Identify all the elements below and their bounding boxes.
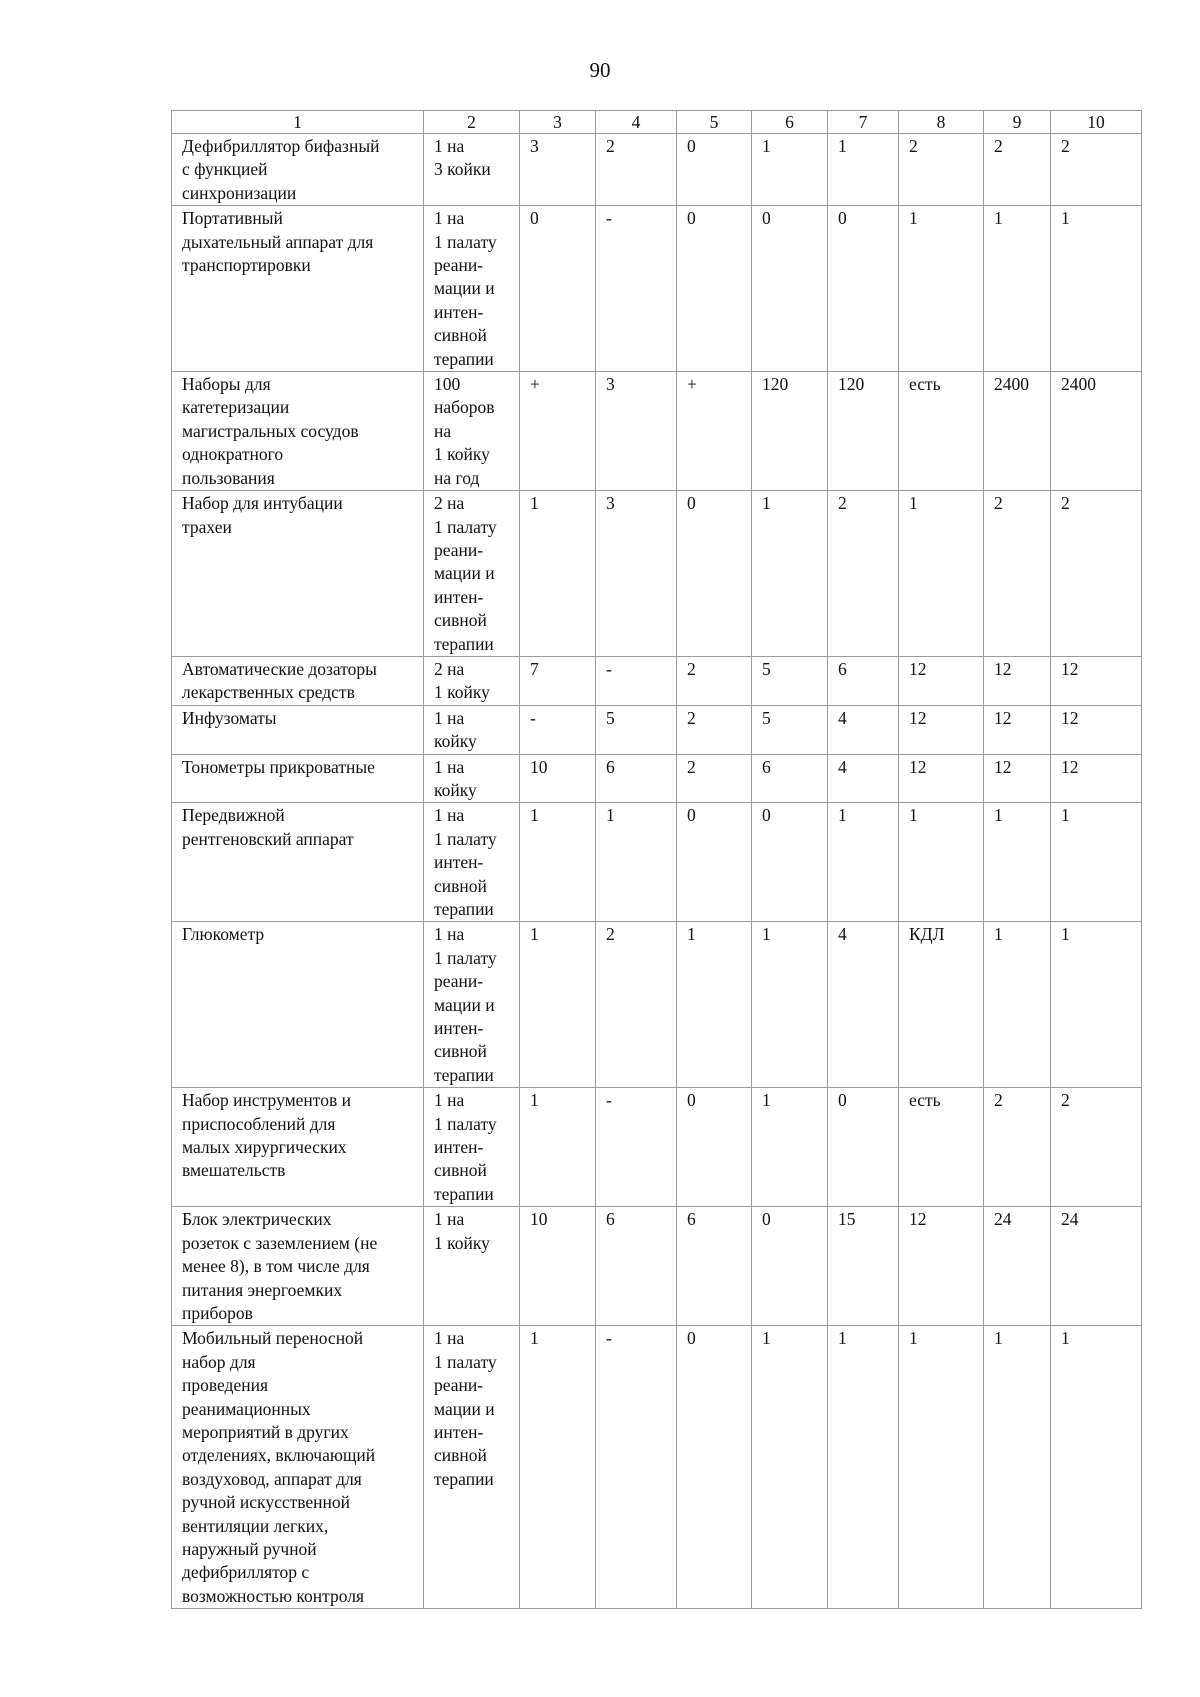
value-cell: 1 — [752, 922, 828, 1088]
value-cell: 1 — [520, 1088, 596, 1207]
norm-cell: 1 на койку — [424, 754, 520, 803]
value-cell: 0 — [828, 1088, 899, 1207]
table-row — [172, 1088, 1142, 1207]
equipment-name-cell: Мобильный переносной набор для проведения реанимационных мероприятий в других отделениях, включающий воздуховод, аппарат для ручной искусственной вентиляции легких, наружный ручной дефибриллятор с возможностью контроля — [172, 1326, 424, 1609]
value-cell: 1 — [752, 134, 828, 206]
value-cell: 0 — [752, 206, 828, 372]
value-cell: 1 — [1051, 922, 1142, 1088]
column-header: 7 — [828, 111, 899, 134]
value-cell: 12 — [899, 754, 984, 803]
norm-cell: 1 на 1 палату реани- мации и интен- сивной терапии — [424, 1326, 520, 1609]
value-cell: 2 — [596, 922, 677, 1088]
norm-cell: 100 наборов на 1 койку на год — [424, 372, 520, 491]
table-row — [172, 206, 1142, 372]
column-header: 9 — [984, 111, 1051, 134]
value-cell: 12 — [1051, 705, 1142, 754]
value-cell: 3 — [520, 134, 596, 206]
value-cell: 2400 — [984, 372, 1051, 491]
value-cell: 1 — [899, 491, 984, 657]
value-cell: 1 — [677, 922, 752, 1088]
table-body — [172, 134, 1142, 1609]
norm-cell: 1 на 3 койки — [424, 134, 520, 206]
value-cell: 2 — [984, 491, 1051, 657]
value-cell: 1 — [1051, 1326, 1142, 1609]
value-cell: 3 — [596, 372, 677, 491]
value-cell: 12 — [899, 656, 984, 705]
value-cell: + — [677, 372, 752, 491]
value-cell: 0 — [677, 1326, 752, 1609]
value-cell: 0 — [752, 1207, 828, 1326]
value-cell: 1 — [520, 491, 596, 657]
value-cell: 12 — [1051, 656, 1142, 705]
equipment-name-cell: Набор инструментов и приспособлений для малых хирургических вмешательств — [172, 1088, 424, 1207]
value-cell: - — [596, 206, 677, 372]
value-cell: есть — [899, 1088, 984, 1207]
value-cell: 0 — [677, 134, 752, 206]
equipment-name-cell: Инфузоматы — [172, 705, 424, 754]
value-cell: 4 — [828, 922, 899, 1088]
value-cell: 10 — [520, 1207, 596, 1326]
table-header-row — [172, 111, 1142, 134]
value-cell: 1 — [984, 922, 1051, 1088]
value-cell: 2 — [1051, 491, 1142, 657]
value-cell: 1 — [984, 206, 1051, 372]
equipment-name-cell: Дефибриллятор бифазный с функцией синхронизации — [172, 134, 424, 206]
value-cell: - — [596, 1088, 677, 1207]
value-cell: 1 — [1051, 206, 1142, 372]
table-row — [172, 705, 1142, 754]
column-header: 4 — [596, 111, 677, 134]
value-cell: 2 — [828, 491, 899, 657]
value-cell: 12 — [1051, 754, 1142, 803]
value-cell: 2400 — [1051, 372, 1142, 491]
value-cell: 2 — [1051, 134, 1142, 206]
value-cell: 1 — [596, 803, 677, 922]
value-cell: 1 — [899, 1326, 984, 1609]
value-cell: 12 — [984, 754, 1051, 803]
value-cell: 5 — [596, 705, 677, 754]
value-cell: 0 — [752, 803, 828, 922]
value-cell: 2 — [596, 134, 677, 206]
table-row — [172, 922, 1142, 1088]
equipment-name-cell: Набор для интубации трахеи — [172, 491, 424, 657]
table-row — [172, 372, 1142, 491]
norm-cell: 1 на 1 палату реани- мации и интен- сивной терапии — [424, 922, 520, 1088]
value-cell: 0 — [677, 491, 752, 657]
value-cell: - — [596, 656, 677, 705]
value-cell: 0 — [677, 1088, 752, 1207]
value-cell: 0 — [520, 206, 596, 372]
value-cell: 12 — [899, 1207, 984, 1326]
value-cell: - — [596, 1326, 677, 1609]
equipment-table — [171, 110, 1142, 1609]
value-cell: 5 — [752, 656, 828, 705]
value-cell: 1 — [984, 1326, 1051, 1609]
value-cell: 2 — [677, 705, 752, 754]
value-cell: 6 — [828, 656, 899, 705]
value-cell: 15 — [828, 1207, 899, 1326]
value-cell: 1 — [828, 134, 899, 206]
value-cell: 7 — [520, 656, 596, 705]
value-cell: 4 — [828, 754, 899, 803]
equipment-name-cell: Тонометры прикроватные — [172, 754, 424, 803]
value-cell: 6 — [596, 1207, 677, 1326]
equipment-name-cell: Передвижной рентгеновский аппарат — [172, 803, 424, 922]
table-row — [172, 754, 1142, 803]
table-row — [172, 1326, 1142, 1609]
equipment-name-cell: Блок электрических розеток с заземлением (не менее 8), в том числе для питания энергоемких приборов — [172, 1207, 424, 1326]
column-header: 6 — [752, 111, 828, 134]
value-cell: 1 — [752, 491, 828, 657]
value-cell: 0 — [828, 206, 899, 372]
column-header: 3 — [520, 111, 596, 134]
value-cell: 12 — [984, 656, 1051, 705]
value-cell: 1 — [984, 803, 1051, 922]
value-cell: 2 — [984, 134, 1051, 206]
value-cell: 120 — [752, 372, 828, 491]
value-cell: 2 — [1051, 1088, 1142, 1207]
value-cell: 0 — [677, 803, 752, 922]
value-cell: 2 — [677, 754, 752, 803]
value-cell: 2 — [677, 656, 752, 705]
value-cell: 1 — [752, 1326, 828, 1609]
page-number: 90 — [589, 58, 611, 82]
column-header: 8 — [899, 111, 984, 134]
value-cell: 1 — [520, 803, 596, 922]
value-cell: 1 — [828, 803, 899, 922]
value-cell: 4 — [828, 705, 899, 754]
norm-cell: 1 на 1 палату интен- сивной терапии — [424, 803, 520, 922]
value-cell: 6 — [752, 754, 828, 803]
value-cell: 12 — [984, 705, 1051, 754]
value-cell: 2 — [984, 1088, 1051, 1207]
equipment-name-cell: Наборы для катетеризации магистральных сосудов однократного пользования — [172, 372, 424, 491]
norm-cell: 1 на 1 палату реани- мации и интен- сивной терапии — [424, 206, 520, 372]
table-row — [172, 491, 1142, 657]
value-cell: 1 — [752, 1088, 828, 1207]
norm-cell: 1 на 1 палату интен- сивной терапии — [424, 1088, 520, 1207]
value-cell: 24 — [1051, 1207, 1142, 1326]
value-cell: 1 — [520, 922, 596, 1088]
norm-cell: 2 на 1 койку — [424, 656, 520, 705]
value-cell: 3 — [596, 491, 677, 657]
value-cell: 6 — [596, 754, 677, 803]
value-cell: 120 — [828, 372, 899, 491]
table-row — [172, 803, 1142, 922]
value-cell: 1 — [899, 206, 984, 372]
value-cell: - — [520, 705, 596, 754]
value-cell: 5 — [752, 705, 828, 754]
value-cell: 12 — [899, 705, 984, 754]
value-cell: есть — [899, 372, 984, 491]
value-cell: 1 — [899, 803, 984, 922]
value-cell: + — [520, 372, 596, 491]
norm-cell: 1 на 1 койку — [424, 1207, 520, 1326]
value-cell: 10 — [520, 754, 596, 803]
value-cell: 0 — [677, 206, 752, 372]
value-cell: КДЛ — [899, 922, 984, 1088]
norm-cell: 2 на 1 палату реани- мации и интен- сивной терапии — [424, 491, 520, 657]
column-header: 1 — [172, 111, 424, 134]
table-row — [172, 656, 1142, 705]
value-cell: 24 — [984, 1207, 1051, 1326]
value-cell: 6 — [677, 1207, 752, 1326]
table-row — [172, 1207, 1142, 1326]
value-cell: 1 — [828, 1326, 899, 1609]
equipment-name-cell: Портативный дыхательный аппарат для транспортировки — [172, 206, 424, 372]
value-cell: 2 — [899, 134, 984, 206]
column-header: 10 — [1051, 111, 1142, 134]
norm-cell: 1 на койку — [424, 705, 520, 754]
column-header: 5 — [677, 111, 752, 134]
equipment-name-cell: Автоматические дозаторы лекарственных средств — [172, 656, 424, 705]
value-cell: 1 — [1051, 803, 1142, 922]
value-cell: 1 — [520, 1326, 596, 1609]
equipment-name-cell: Глюкометр — [172, 922, 424, 1088]
column-header: 2 — [424, 111, 520, 134]
table-row — [172, 134, 1142, 206]
